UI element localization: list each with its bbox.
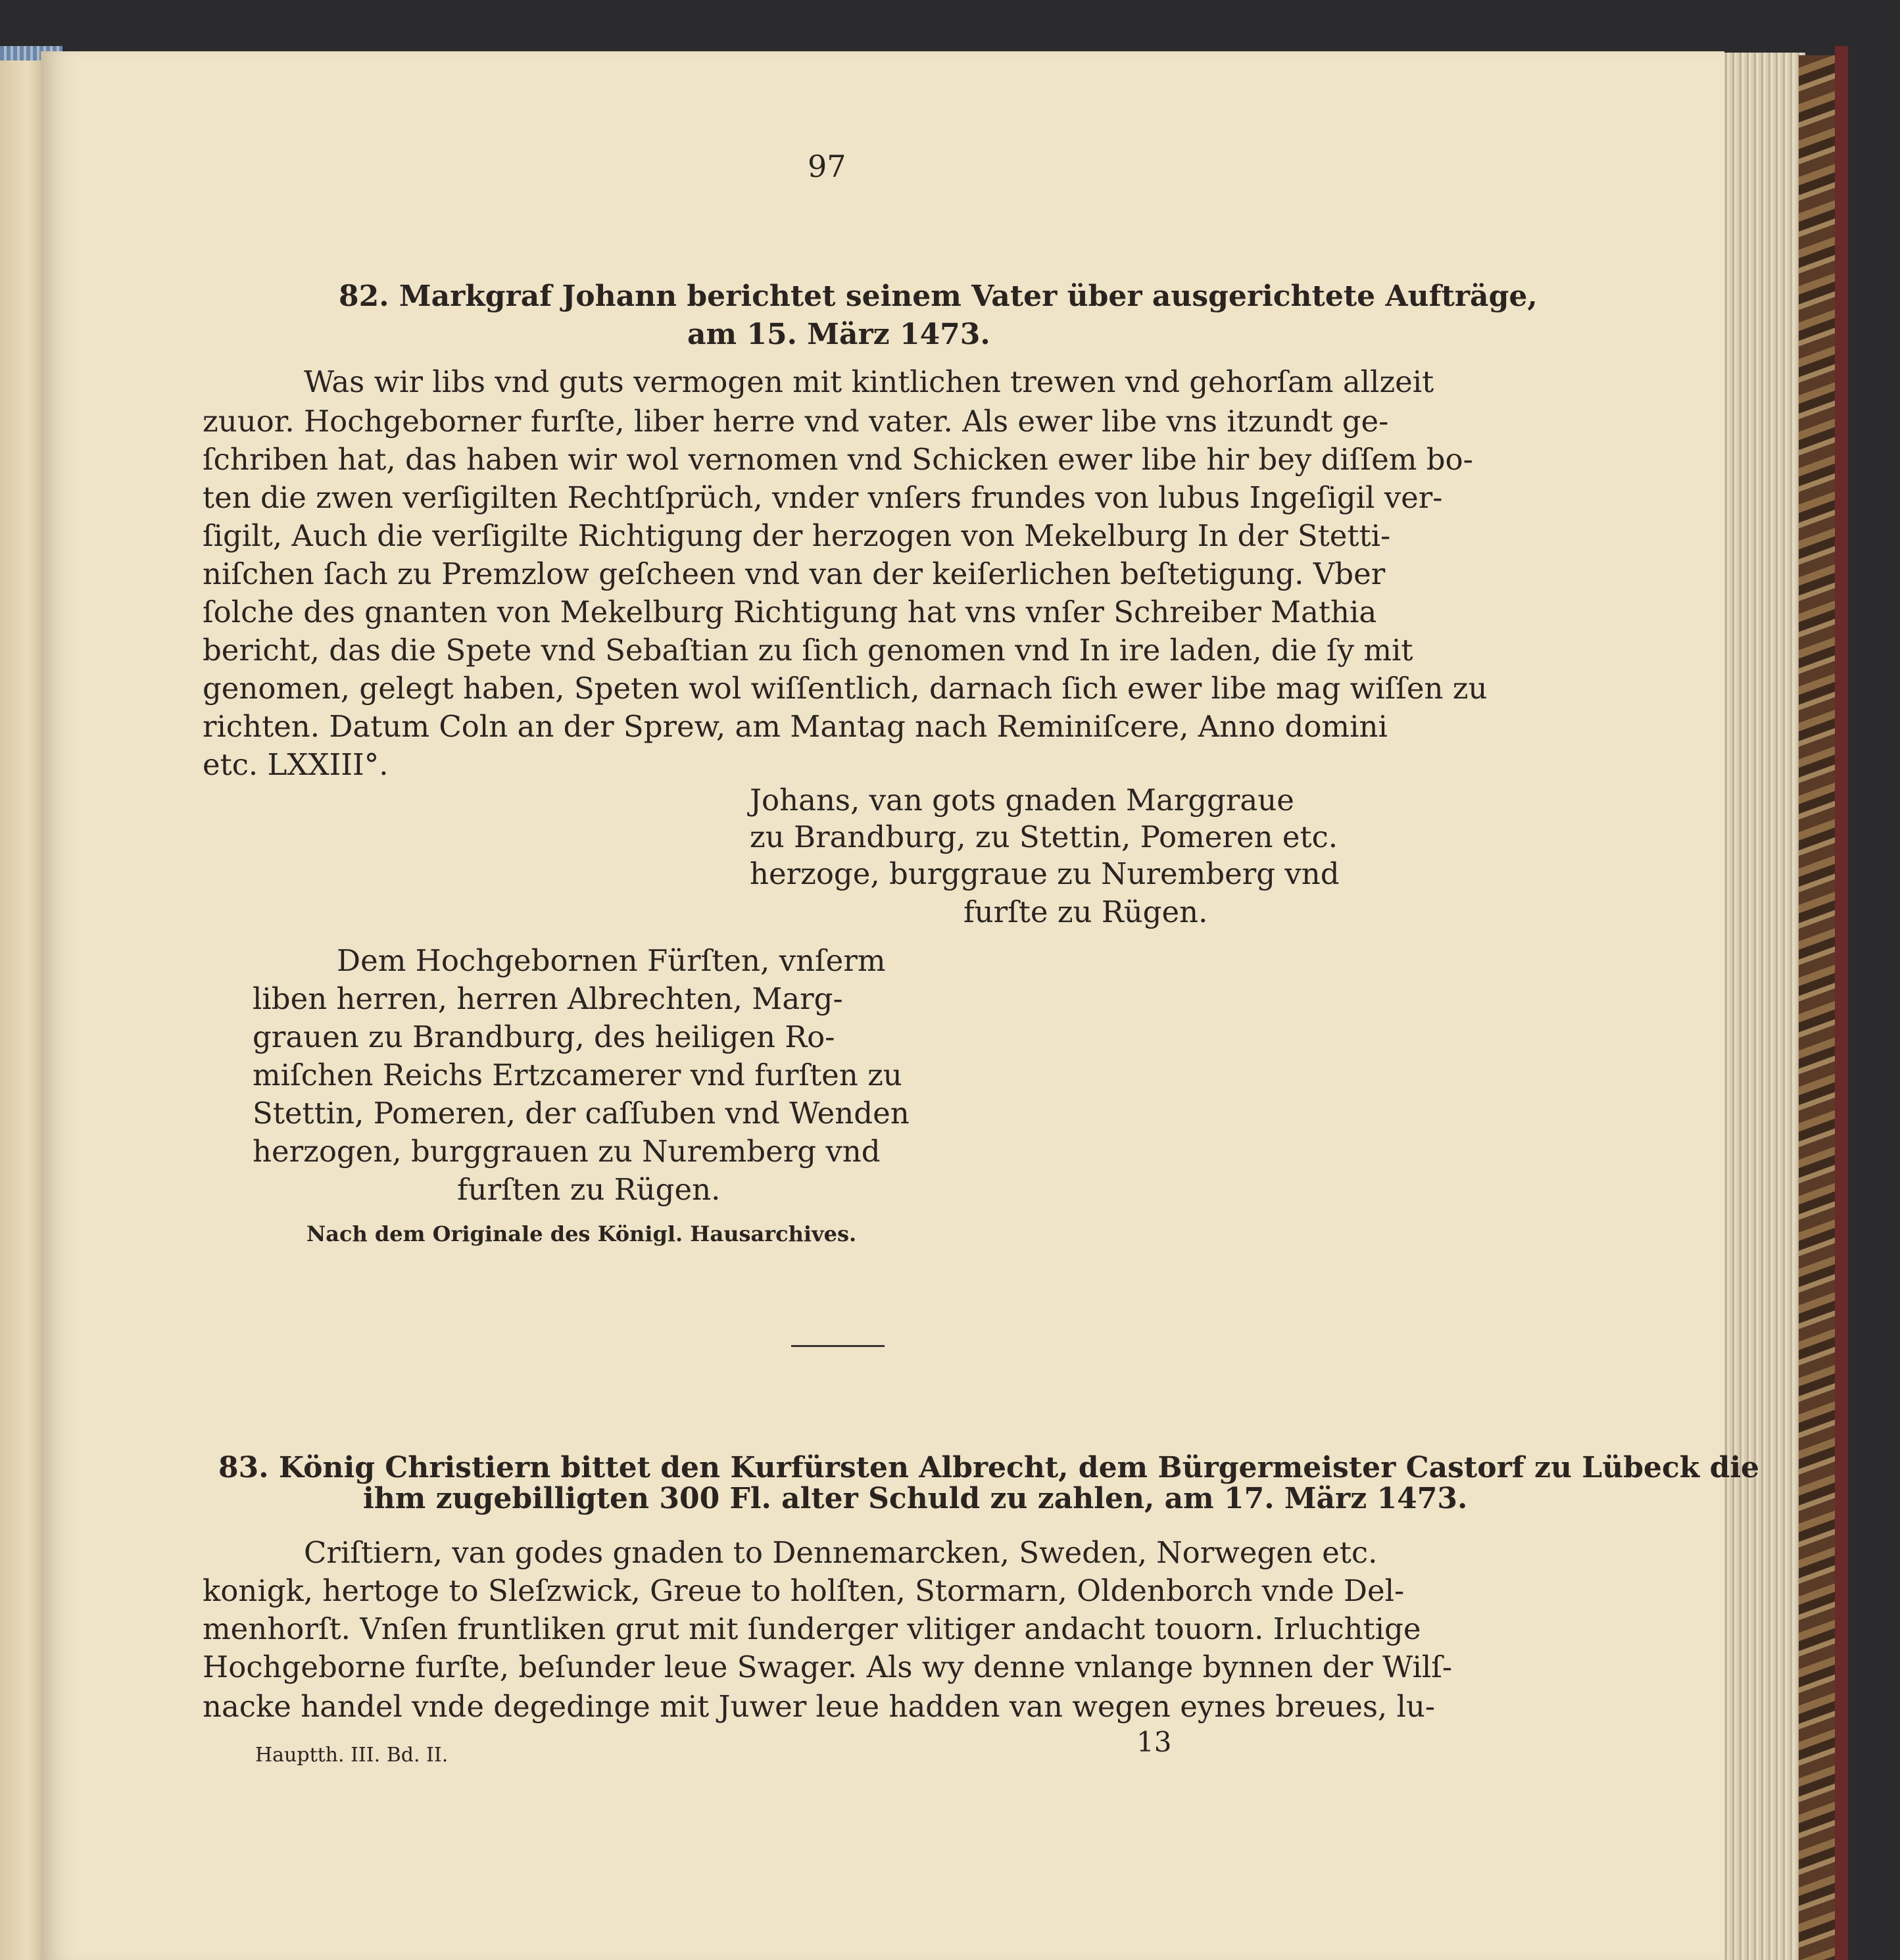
left-page-edge [0, 53, 46, 1960]
signature-mark: 13 [1136, 1726, 1172, 1758]
address-line: miſchen Reichs Ertzcamerer vnd furſten zu [253, 1058, 902, 1092]
doc83-line: nacke handel vnde degedinge mit Juwer leue hadden van wegen eynes breues, lu- [203, 1689, 1436, 1724]
signature-line: herzoge, burggraue zu Nuremberg vnd [750, 856, 1340, 891]
doc82-heading-line2: am 15. März 1473. [687, 318, 990, 351]
address-line: herzogen, burggrauen zu Nuremberg vnd [253, 1134, 881, 1169]
doc83-line: konigk, hertoge to Sleſzwick, Greue to holſten, Stormarn, Oldenborch vnde Del- [203, 1573, 1405, 1608]
address-line: liben herren, herren Albrechten, Marg- [253, 981, 843, 1016]
doc82-line: genomen, gelegt haben, Speten wol wiſſentlich, darnach ſich ewer libe mag wiſſen zu [203, 671, 1488, 706]
doc83-heading-line1: 83. König Christiern bittet den Kurfürsten Albrecht, dem Bürgermeister Castorf zu Lübeck die [218, 1451, 1760, 1484]
signature-line: zu Brandburg, zu Stettin, Pomeren etc. [750, 820, 1338, 854]
doc83-heading-line2: ihm zugebilligten 300 Fl. alter Schuld zu zahlen, am 17. März 1473. [363, 1482, 1468, 1515]
cover-spine [1835, 46, 1848, 1960]
doc83-line: Criſtiern, van godes gnaden to Dennemarcken, Sweden, Norwegen etc. [304, 1535, 1378, 1570]
doc82-line: ten die zwen verſigilten Rechtſprüch, vnder vnſers frundes von lubus Ingeſigil ver- [203, 480, 1443, 515]
doc82-line: niſchen ſach zu Premzlow geſcheen vnd van der keiſerlichen beſtetigung. Vber [203, 556, 1386, 591]
doc82-line: ſolche des gnanten von Mekelburg Richtigung hat vns vnſer Schreiber Mathia [203, 595, 1377, 629]
address-line: furſten zu Rügen. [457, 1172, 721, 1207]
source-note: Nach dem Originale des Königl. Hausarchives. [306, 1221, 857, 1246]
doc82-line: richten. Datum Coln an der Sprew, am Mantag nach Reminiſcere, Anno domini [203, 709, 1388, 744]
page-number: 97 [808, 149, 846, 184]
doc83-line: menhorſt. Vnſen fruntliken grut mit ſunderger vlitiger andacht touorn. Irluchtige [203, 1611, 1421, 1646]
section-divider [791, 1345, 885, 1347]
doc82-line: Was wir libs vnd guts vermogen mit kintlichen trewen vnd gehorſam allzeit [304, 364, 1434, 399]
address-line: Dem Hochgebornen Fürſten, vnſerm [337, 943, 886, 978]
doc82-line: etc. LXXIII°. [203, 747, 389, 782]
footer-signature: Hauptth. III. Bd. II. [255, 1744, 449, 1767]
marbled-cover [1799, 55, 1838, 1960]
doc82-line: ſchriben hat, das haben wir wol vernomen vnd Schicken ewer libe hir bey diſſem bo- [203, 442, 1473, 477]
signature-line: furſte zu Rügen. [963, 894, 1208, 929]
doc82-line: ſigilt, Auch die verſigilte Richtigung der herzogen von Mekelburg In der Stetti- [203, 518, 1391, 553]
address-line: Stettin, Pomeren, der caſſuben vnd Wenden [253, 1096, 910, 1131]
doc83-line: Hochgeborne furſte, beſunder leue Swager. Als wy denne vnlange bynnen der Wilſ- [203, 1650, 1453, 1684]
signature-line: Johans, van gots gnaden Marggraue [750, 783, 1294, 818]
doc82-line: bericht, das die Spete vnd Sebaſtian zu ſich genomen vnd In ire laden, die ſy mit [203, 633, 1413, 668]
doc82-heading-line1: 82. Markgraf Johann berichtet seinem Vater über ausgerichtete Aufträge, [339, 280, 1538, 313]
address-line: grauen zu Brandburg, des heiligen Ro- [253, 1019, 835, 1054]
doc82-line: zuuor. Hochgeborner furſte, liber herre vnd vater. Als ewer libe vns itzundt ge- [203, 404, 1389, 439]
